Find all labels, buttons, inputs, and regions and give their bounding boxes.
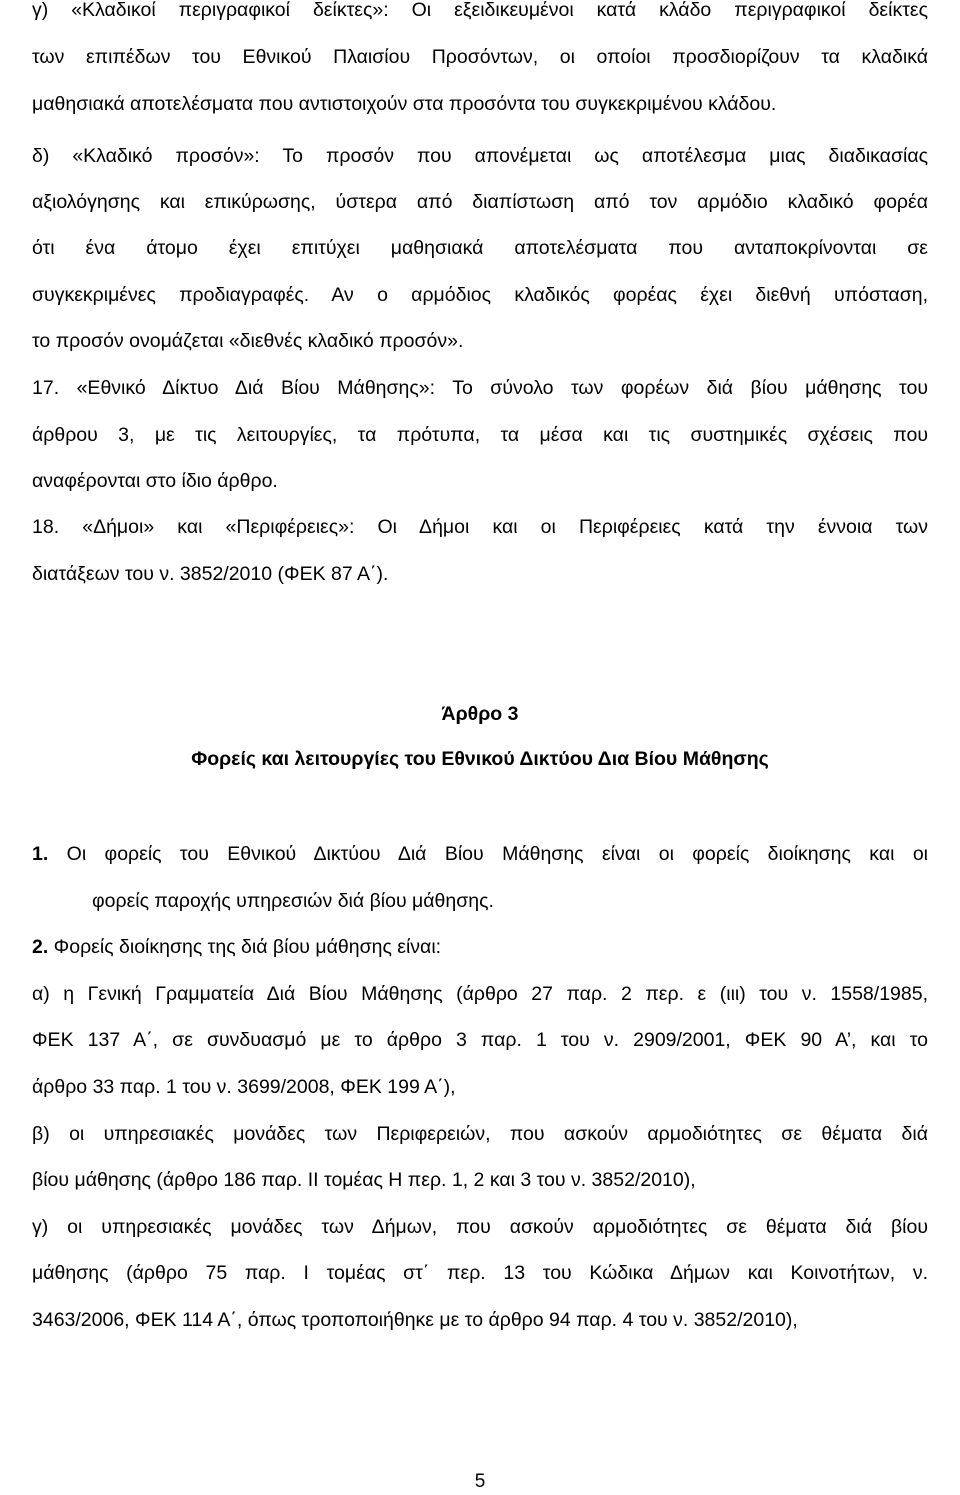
paragraph-1-text: Οι φορείς του Εθνικού Δικτύου Διά Βίου Μάθησης είναι οι φορείς διοίκησης και οι: [48, 843, 928, 865]
paragraph-1-line-1: [32, 840, 928, 868]
definition-gamma-line-1: γ) «Κλαδικοί περιγραφικοί δείκτες»: Οι εξειδικευμένοι κατά κλάδο περιγραφικοί δείκτες: [32, 0, 928, 21]
definition-delta-line-5: το προσόν ονομάζεται «διεθνές κλαδικό προσόν».: [32, 330, 464, 352]
paragraph-1-line-2: φορείς παροχής υπηρεσιών διά βίου μάθησης.: [92, 890, 494, 912]
article-title: Φορείς και λειτουργίες του Εθνικού Δικτύου Δια Βίου Μάθησης: [191, 748, 769, 770]
definition-18-line-2: διατάξεων του ν. 3852/2010 (ΦΕΚ 87 Α΄).: [32, 563, 389, 585]
definition-17-line-3: αναφέρονται στο ίδιο άρθρο.: [32, 470, 278, 492]
paragraph-2-gamma-line-3: 3463/2006, ΦΕΚ 114 Α΄, όπως τροποποιήθηκε με το άρθρο 94 παρ. 4 του ν. 3852/2010),: [32, 1309, 798, 1331]
paragraph-1-number: 1.: [32, 843, 49, 865]
paragraph-2-lead: [32, 933, 928, 961]
paragraph-2-gamma-line-2: μάθησης (άρθρο 75 παρ. Ι τομέας στ΄ περ. 13 του Κώδικα Δήμων και Κοινοτήτων, ν.: [32, 1262, 928, 1284]
paragraph-2-alpha-line-1: α) η Γενική Γραμματεία Διά Βίου Μάθησης (άρθρο 27 παρ. 2 περ. ε (ιιι) του ν. 1558/1985,: [32, 983, 928, 1005]
definition-gamma-line-3: μαθησιακά αποτελέσματα που αντιστοιχούν στα προσόντα του συγκεκριμένου κλάδου.: [32, 93, 777, 115]
paragraph-2-beta-line-1: β) οι υπηρεσιακές μονάδες των Περιφερειών, που ασκούν αρμοδιότητες σε θέματα διά: [32, 1123, 928, 1145]
paragraph-2-number: 2.: [32, 936, 49, 958]
page-number: 5: [474, 1471, 486, 1492]
definition-delta-line-3: ότι ένα άτομο έχει επιτύχει μαθησιακά αποτελέσματα που ανταποκρίνονται σε: [32, 237, 928, 259]
definition-17-line-2: άρθρου 3, με τις λειτουργίες, τα πρότυπα, τα μέσα και τις συστημικές σχέσεις που: [32, 424, 928, 446]
paragraph-2-beta-line-2: βίου μάθησης (άρθρο 186 παρ. ΙΙ τομέας Η περ. 1, 2 και 3 του ν. 3852/2010),: [32, 1169, 696, 1191]
article-number: Άρθρο 3: [441, 703, 519, 725]
paragraph-2-alpha-line-2: ΦΕΚ 137 Α΄, σε συνδυασμό με το άρθρο 3 παρ. 1 του ν. 2909/2001, ΦΕΚ 90 Α’, και το: [32, 1029, 928, 1051]
paragraph-2-alpha-line-3: άρθρο 33 παρ. 1 του ν. 3699/2008, ΦΕΚ 199 Α΄),: [32, 1076, 456, 1098]
definition-delta-line-2: αξιολόγησης και επικύρωσης, ύστερα από διαπίστωση από τον αρμόδιο κλαδικό φορέα: [32, 191, 928, 213]
paragraph-2-gamma-line-1: γ) οι υπηρεσιακές μονάδες των Δήμων, που ασκούν αρμοδιότητες σε θέματα διά βίου: [32, 1216, 928, 1238]
definition-18-line-1: 18. «Δήμοι» και «Περιφέρειες»: Οι Δήμοι και οι Περιφέρειες κατά την έννοια των: [32, 516, 928, 538]
paragraph-2-lead-text: Φορείς διοίκησης της διά βίου μάθησης είναι:: [48, 936, 442, 958]
definition-17-line-1: 17. «Εθνικό Δίκτυο Διά Βίου Μάθησης»: Το σύνολο των φορέων διά βίου μάθησης του: [32, 377, 928, 399]
definition-delta-line-4: συγκεκριμένες προδιαγραφές. Αν ο αρμόδιος κλαδικός φορέας έχει διεθνή υπόσταση,: [32, 284, 928, 306]
definition-gamma-line-2: των επιπέδων του Εθνικού Πλαισίου Προσόντων, οι οποίοι προσδιορίζουν τα κλαδικά: [32, 46, 928, 68]
definition-delta-line-1: δ) «Κλαδικό προσόν»: Το προσόν που απονέμεται ως αποτέλεσμα μιας διαδικασίας: [32, 145, 928, 167]
